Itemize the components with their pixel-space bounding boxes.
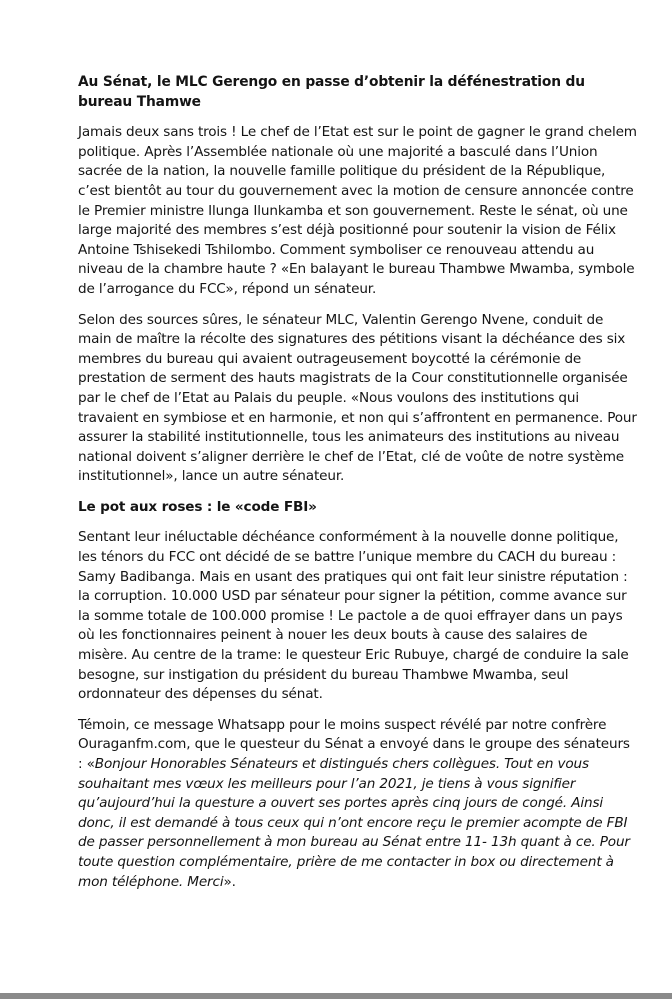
paragraph-4-intro: Témoin, ce message Whatsapp pour le moins suspect révélé par notre confrère Ouraganfm.com, que le questeur du Sénat a envoyé dans le groupe des sénateurs : « <box>78 716 630 772</box>
bottom-divider <box>0 993 672 999</box>
paragraph-4-end: ». <box>223 873 236 890</box>
paragraph-2: Selon des sources sûres, le sénateur MLC, Valentin Gerengo Nvene, conduit de main de maître la récolte des signatures des pétitions visant la déchéance des six membres du bureau qui avaient outrageusement boycotté la cérémonie de prestation de serment des hauts magistrats de la Cour constitutionnelle organisée par le chef de l’Etat au Palais du peuple. «Nous voulons des institutions qui travaient en symbiose et en harmonie, et non qui s’affrontent en permanence. Pour assurer la stabilité institutionnelle, tous les animateurs des institutions au niveau national doivent s’aligner derrière le chef de l’Etat, clé de voûte de notre système institutionnel», lance un autre sénateur. <box>78 311 637 485</box>
paragraph-1: Jamais deux sans trois ! Le chef de l’Etat est sur le point de gagner le grand chelem politique. Après l’Assemblée nationale où une majorité a basculé dans l’Union sacrée de la nation, la nouvelle famille politique du président de la République, c’est bientôt au tour du gouvernement avec la motion de censure annoncée contre le Premier ministre Ilunga Ilunkamba et son gouvernement. Reste le sénat, où une large majorité des membres s’est déjà positionné pour soutenir la vision de Félix Antoine Tshisekedi Tshilombo. Comment symboliser ce renouveau attendu au niveau de la chambre haute ? «En balayant le bureau Thambwe Mwamba, symbole de l’arrogance du FCC», répond un sénateur. <box>78 124 637 297</box>
article-title: Au Sénat, le MLC Gerengo en passe d’obtenir la défénestration du bureau Thamwe <box>78 74 585 110</box>
document-page <box>78 73 638 903</box>
paragraph-4 <box>78 716 638 892</box>
whatsapp-quote: Bonjour Honorables Sénateurs et distingués chers collègues. Tout en vous souhaitant mes vœux les meilleurs pour l’an 2021, je tiens à vous signifier qu’aujourd’hui la questure a ouvert ses portes après cinq jours de congé. Ainsi donc, il est demandé à tous ceux qui n’ont encore reçu le premier acompte de FBI de passer personnellement à mon bureau au Sénat entre 11- 13h quant à ce. Pour toute question complémentaire, prière de me contacter in box ou directement à mon téléphone. Merci <box>78 756 630 890</box>
section-subtitle: Le pot aux roses : le «code FBI» <box>78 498 317 515</box>
paragraph-3: Sentant leur inéluctable déchéance conformément à la nouvelle donne politique, les ténors du FCC ont décidé de se battre l’unique membre du CACH du bureau : Samy Badibanga. Mais en usant des pratiques qui ont fait leur sinistre réputation : la corruption. 10.000 USD par sénateur pour signer la pétition, comme avance sur la somme totale de 100.000 promise ! Le pactole a de quoi effrayer dans un pays où les fonctionnaires peinent à nouer les deux bouts à cause des salaires de misère. Au centre de la trame: le questeur Eric Rubuye, chargé de conduire la sale besogne, sur instigation du président du bureau Thambwe Mwamba, seul ordonnateur des dépenses du sénat. <box>78 529 629 703</box>
